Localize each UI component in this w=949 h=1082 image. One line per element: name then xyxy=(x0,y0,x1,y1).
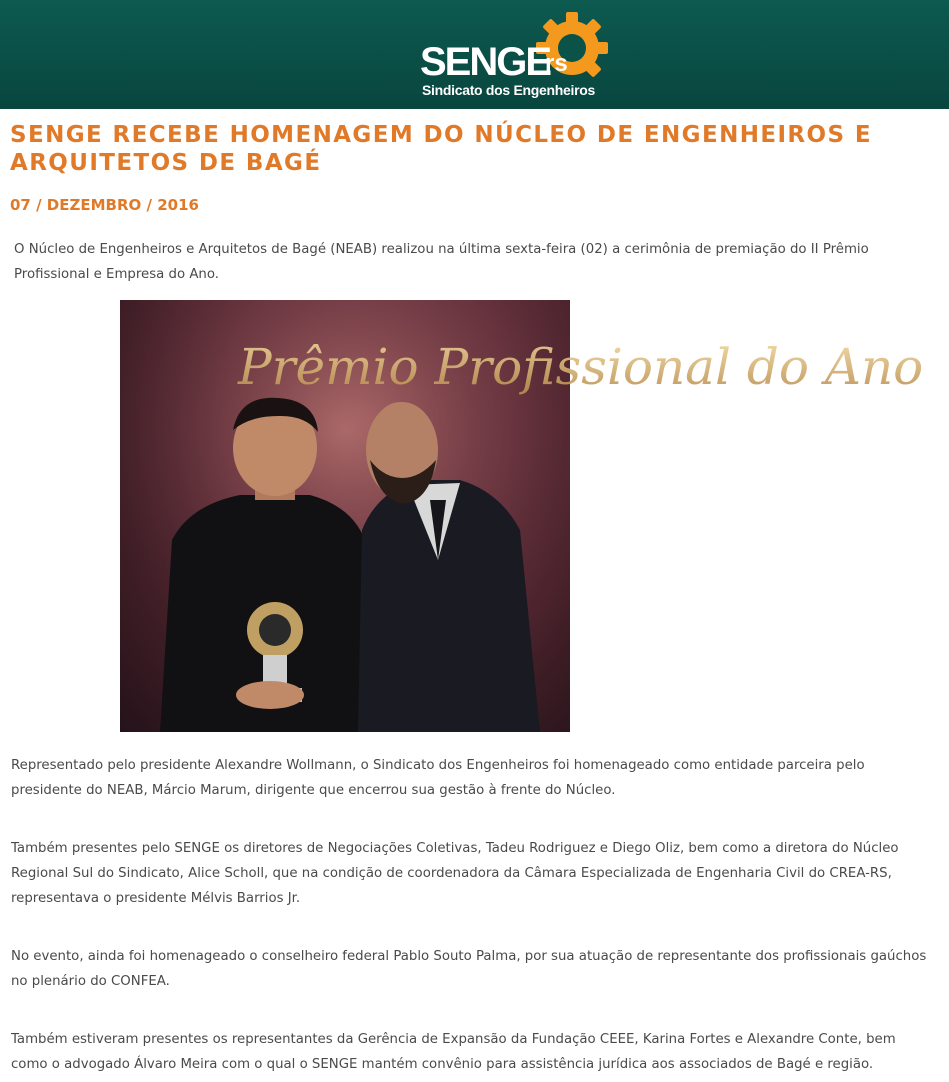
backdrop-text: Prêmio Profissional do Ano xyxy=(238,338,924,396)
logo-wordmark: SENGE xyxy=(420,40,551,84)
article-paragraph: O Núcleo de Engenheiros e Arquitetos de Bagé (NEAB) realizou na última sexta-feira (02) a cerimônia de premiação do II Prêmio Profissional e Empresa do Ano. xyxy=(14,242,869,282)
article-paragraph: Representado pelo presidente Alexandre Wollmann, o Sindicato dos Engenheiros foi homenageado como entidade parceira pelo presidente do NEAB, Márcio Marum, dirigente que encerrou sua gestão à frente do Núcleo. xyxy=(11,758,865,798)
site-header xyxy=(0,0,949,109)
article-title: SENGE RECEBE HOMENAGEM DO NÚCLEO DE ENGENHEIROS E ARQUITETOS DE BAGÉ xyxy=(10,122,872,176)
article-photo xyxy=(120,300,924,732)
award-ceremony-photo xyxy=(120,300,924,732)
logo-subtitle: Sindicato dos Engenheiros xyxy=(422,82,595,98)
article-paragraph: No evento, ainda foi homenageado o conselheiro federal Pablo Souto Palma, por sua atuação de representante dos profissionais gaúchos no plenário do CONFEA. xyxy=(11,949,927,989)
article-paragraph: Também estiveram presentes os representantes da Gerência de Expansão da Fundação CEEE, Karina Fortes e Alexandre Conte, bem como o advogado Álvaro Meira com o qual o SENGE mantém convênio para assistência jurídica aos associados de Bagé e região. xyxy=(11,1032,896,1072)
article-paragraph: Também presentes pelo SENGE os diretores de Negociações Coletivas, Tadeu Rodriguez e Diego Oliz, bem como a diretora do Núcleo Regional Sul do Sindicato, Alice Scholl, que na condição de coordenadora da Câmara Especializada de Engenharia Civil do CREA-RS, representava o presidente Mélvis Barrios Jr. xyxy=(11,841,899,906)
article-date: 07 / DEZEMBRO / 2016 xyxy=(10,196,199,214)
logo-suffix: rs xyxy=(545,50,568,77)
senge-rs-logo[interactable] xyxy=(420,12,610,100)
